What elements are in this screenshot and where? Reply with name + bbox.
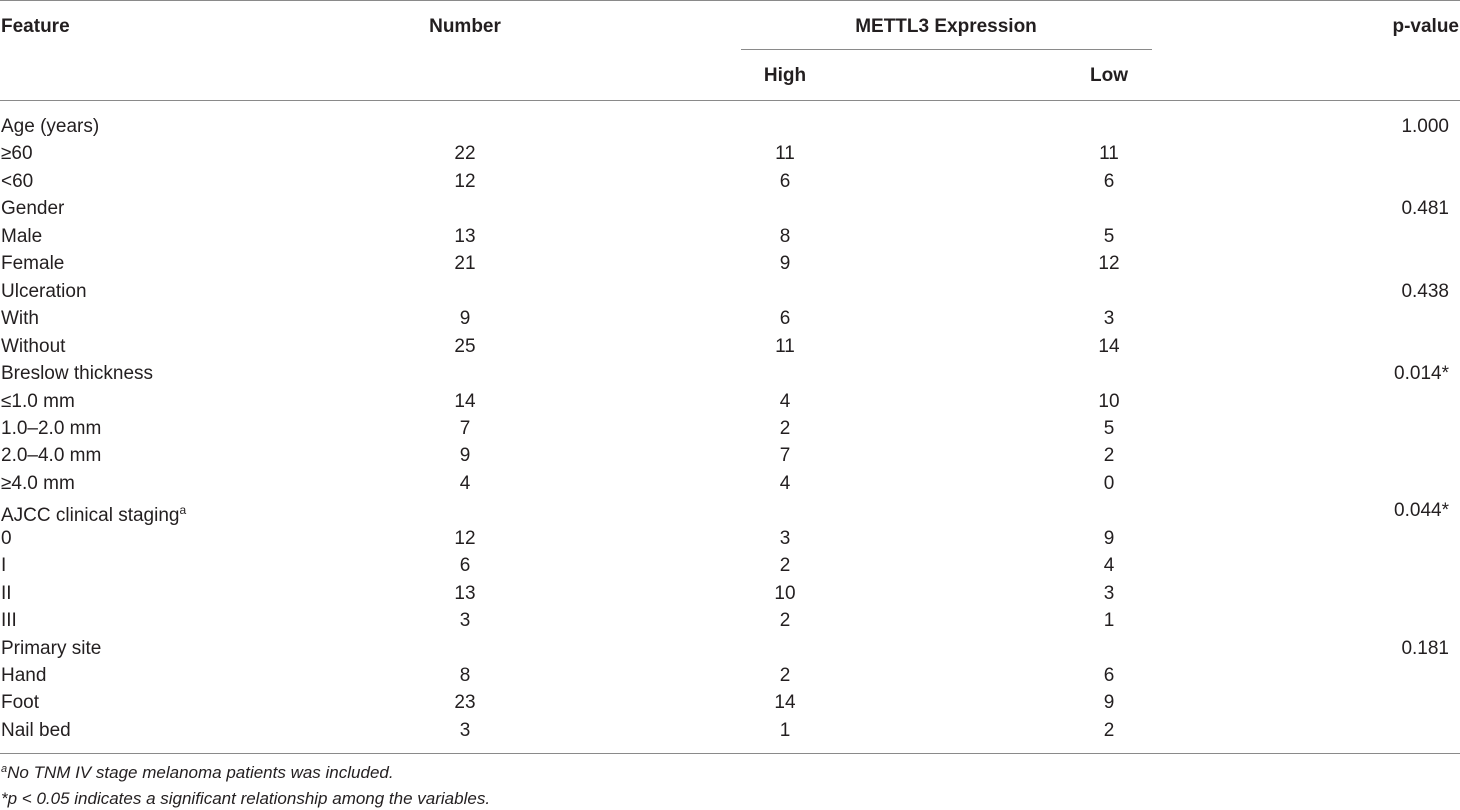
footnote-a-text: No TNM IV stage melanoma patients was included. bbox=[7, 763, 394, 782]
cell-low: 3 bbox=[1103, 308, 1115, 329]
top-rule bbox=[0, 0, 1460, 1]
cell-number: 12 bbox=[454, 528, 476, 549]
header-p-value: p-value bbox=[1392, 16, 1459, 37]
table-row bbox=[0, 689, 1460, 716]
cell-feature bbox=[1, 662, 46, 689]
cell-high: 8 bbox=[779, 226, 791, 247]
cell-feature bbox=[1, 140, 33, 167]
table-row bbox=[0, 223, 1460, 250]
cell-feature-text: III bbox=[1, 610, 17, 631]
cell-p-value: 0.014* bbox=[1394, 363, 1449, 384]
cell-high: 2 bbox=[779, 665, 791, 686]
cell-low: 10 bbox=[1098, 391, 1120, 412]
cell-feature bbox=[1, 113, 99, 140]
table-row bbox=[0, 140, 1460, 167]
table-row bbox=[0, 388, 1460, 415]
cell-p-value: 0.438 bbox=[1401, 281, 1449, 302]
cell-feature-text: Male bbox=[1, 226, 43, 247]
header-high: High bbox=[763, 65, 807, 86]
cell-low: 5 bbox=[1103, 418, 1115, 439]
cell-p-value: 1.000 bbox=[1401, 116, 1449, 137]
cell-low: 14 bbox=[1098, 336, 1120, 357]
table-row bbox=[0, 470, 1460, 497]
cell-feature bbox=[1, 470, 75, 497]
cell-high: 4 bbox=[779, 473, 791, 494]
cell-high: 11 bbox=[775, 143, 795, 164]
table-row bbox=[0, 580, 1460, 607]
cell-high: 9 bbox=[779, 253, 791, 274]
cell-feature-text: I bbox=[1, 555, 7, 576]
cell-feature-text: 1.0–2.0 mm bbox=[1, 418, 102, 439]
cell-feature-text: Primary site bbox=[1, 638, 102, 659]
cell-low: 12 bbox=[1098, 253, 1120, 274]
cell-number: 3 bbox=[459, 720, 471, 741]
cell-feature-text: 0 bbox=[1, 528, 12, 549]
cell-low: 2 bbox=[1103, 445, 1115, 466]
table-row bbox=[0, 662, 1460, 689]
cell-number: 21 bbox=[454, 253, 476, 274]
cell-feature-text: Foot bbox=[1, 692, 40, 713]
cell-p-value: 0.481 bbox=[1401, 198, 1449, 219]
cell-feature-text: Hand bbox=[1, 665, 47, 686]
cell-feature bbox=[1, 333, 65, 360]
cell-low: 3 bbox=[1103, 583, 1115, 604]
cell-high: 10 bbox=[774, 583, 796, 604]
cell-number: 13 bbox=[454, 583, 476, 604]
cell-feature-text: II bbox=[1, 583, 12, 604]
cell-high: 3 bbox=[779, 528, 791, 549]
table-row bbox=[0, 195, 1460, 222]
table-row bbox=[0, 525, 1460, 552]
cell-feature bbox=[1, 388, 75, 415]
table-row bbox=[0, 333, 1460, 360]
cell-feature bbox=[1, 223, 42, 250]
table-row bbox=[0, 635, 1460, 662]
cell-high: 7 bbox=[779, 445, 791, 466]
table-row bbox=[0, 442, 1460, 469]
cell-number: 9 bbox=[459, 308, 471, 329]
cell-high: 1 bbox=[779, 720, 791, 741]
cell-number: 14 bbox=[454, 391, 476, 412]
cell-feature bbox=[1, 525, 12, 552]
cell-high: 4 bbox=[779, 391, 791, 412]
table-row bbox=[0, 415, 1460, 442]
cell-low: 1 bbox=[1103, 610, 1115, 631]
cell-feature-text: Female bbox=[1, 253, 65, 274]
table-row bbox=[0, 360, 1460, 387]
cell-feature bbox=[1, 552, 6, 579]
cell-feature-text: Without bbox=[1, 336, 66, 357]
cell-feature bbox=[1, 607, 17, 634]
table-row bbox=[0, 717, 1460, 744]
cell-feature-text: Gender bbox=[1, 198, 65, 219]
footnote-a bbox=[1, 762, 394, 784]
table-row bbox=[0, 278, 1460, 305]
footnote-marker: a bbox=[179, 503, 187, 517]
table-row bbox=[0, 113, 1460, 140]
header-number: Number bbox=[429, 16, 501, 37]
cell-number: 8 bbox=[459, 665, 471, 686]
cell-feature bbox=[1, 415, 101, 442]
cell-high: 6 bbox=[779, 171, 791, 192]
cell-feature-text: Ulceration bbox=[1, 281, 87, 302]
cell-number: 22 bbox=[454, 143, 476, 164]
footnote-significance: *p < 0.05 indicates a significant relationship among the variables. bbox=[1, 789, 491, 808]
table-row bbox=[0, 552, 1460, 579]
cell-feature bbox=[1, 580, 12, 607]
cell-feature-text: With bbox=[1, 308, 39, 329]
table-row bbox=[0, 168, 1460, 195]
expression-span-rule bbox=[741, 49, 1152, 50]
cell-feature-text: ≥60 bbox=[1, 143, 33, 164]
cell-high: 6 bbox=[779, 308, 791, 329]
cell-feature-text: ≥4.0 mm bbox=[1, 473, 75, 494]
cell-feature-text: Age (years) bbox=[1, 116, 100, 137]
cell-low: 4 bbox=[1103, 555, 1115, 576]
cell-feature-text: ≤1.0 mm bbox=[1, 391, 75, 412]
cell-low: 9 bbox=[1103, 692, 1115, 713]
cell-number: 12 bbox=[454, 171, 476, 192]
table-row bbox=[0, 250, 1460, 277]
cell-feature bbox=[1, 717, 71, 744]
cell-low: 9 bbox=[1103, 528, 1115, 549]
header-low: Low bbox=[1090, 65, 1128, 86]
cell-feature-text: Breslow thickness bbox=[1, 363, 154, 384]
cell-number: 23 bbox=[454, 692, 476, 713]
cell-feature bbox=[1, 195, 64, 222]
cell-number: 25 bbox=[454, 336, 476, 357]
cell-high: 14 bbox=[774, 692, 796, 713]
cell-feature bbox=[1, 250, 64, 277]
cell-low: 2 bbox=[1103, 720, 1115, 741]
cell-number: 4 bbox=[459, 473, 471, 494]
cell-number: 9 bbox=[459, 445, 471, 466]
cell-high: 2 bbox=[779, 418, 791, 439]
cell-feature bbox=[1, 305, 39, 332]
cell-feature bbox=[1, 360, 153, 387]
header-mettl3-expression: METTL3 Expression bbox=[855, 16, 1037, 37]
cell-feature-text: Nail bed bbox=[1, 720, 71, 741]
cell-feature bbox=[1, 689, 39, 716]
cell-low: 5 bbox=[1103, 226, 1115, 247]
cell-feature bbox=[1, 442, 101, 469]
table-row bbox=[0, 497, 1460, 524]
cell-feature-text: AJCC clinical staging bbox=[1, 505, 180, 526]
cell-feature-text: 2.0–4.0 mm bbox=[1, 445, 102, 466]
cell-p-value: 0.044* bbox=[1394, 500, 1449, 521]
cell-feature bbox=[1, 168, 33, 195]
cell-feature bbox=[1, 635, 101, 662]
cell-high: 2 bbox=[779, 610, 791, 631]
cell-low: 0 bbox=[1103, 473, 1115, 494]
table-row bbox=[0, 305, 1460, 332]
cell-low: 6 bbox=[1103, 171, 1115, 192]
cell-high: 11 bbox=[775, 336, 795, 357]
cell-low: 11 bbox=[1099, 143, 1119, 164]
header-bottom-rule bbox=[0, 100, 1460, 101]
cell-number: 7 bbox=[459, 418, 471, 439]
cell-low: 6 bbox=[1103, 665, 1115, 686]
cell-feature bbox=[1, 278, 87, 305]
table-row bbox=[0, 607, 1460, 634]
cell-number: 6 bbox=[459, 555, 471, 576]
header-feature: Feature bbox=[1, 16, 70, 37]
cell-feature-text: <60 bbox=[1, 171, 34, 192]
footnote-a-marker: a bbox=[1, 763, 8, 775]
cell-number: 13 bbox=[454, 226, 476, 247]
cell-p-value: 0.181 bbox=[1401, 638, 1449, 659]
cell-number: 3 bbox=[459, 610, 471, 631]
bottom-rule bbox=[0, 753, 1460, 754]
cell-high: 2 bbox=[779, 555, 791, 576]
